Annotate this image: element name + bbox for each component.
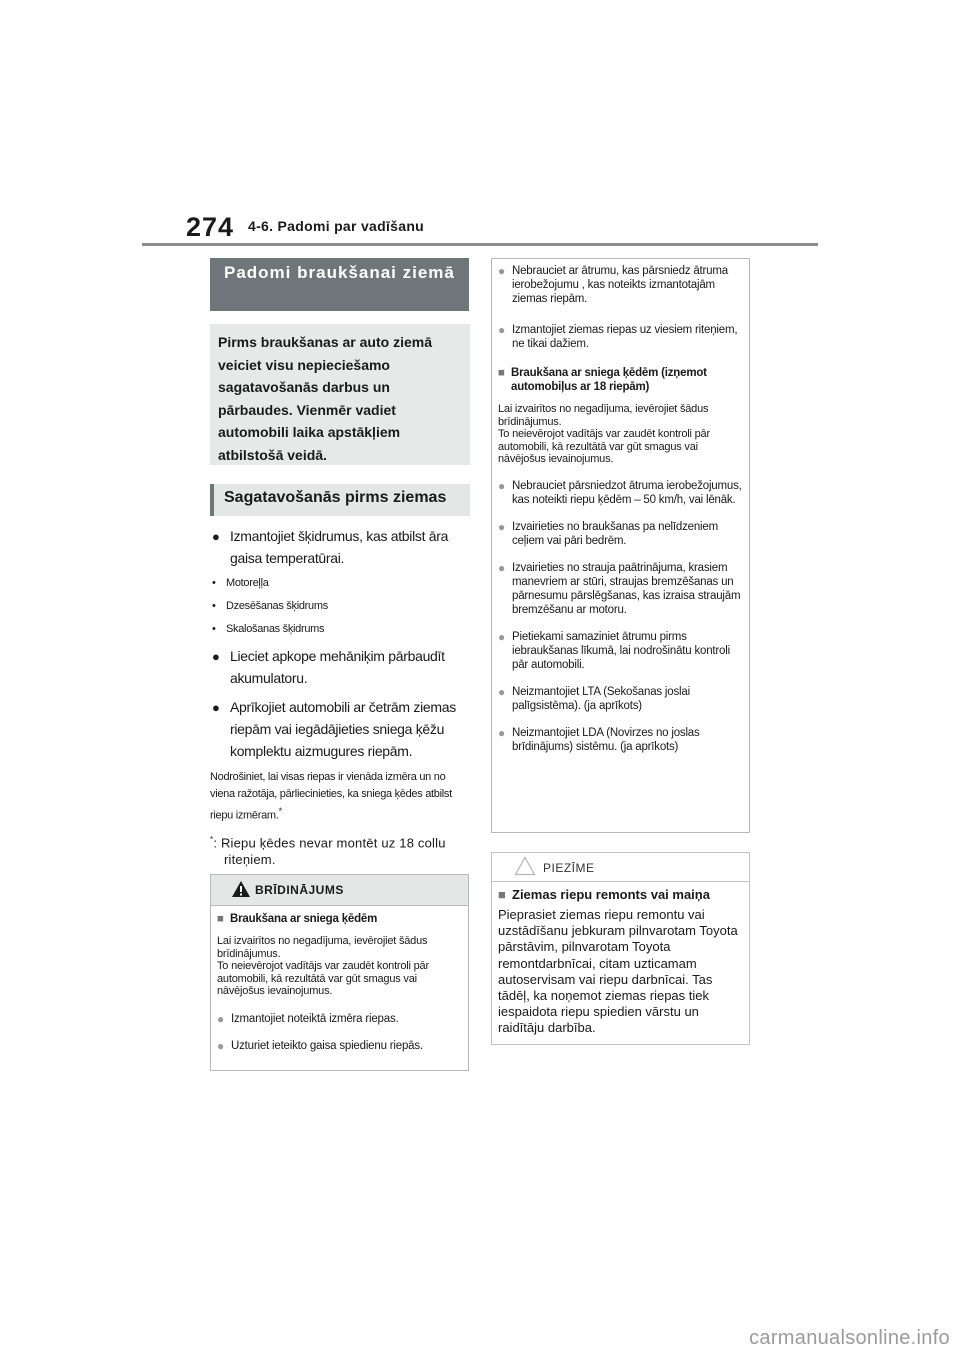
right-bullet: ● Izvairieties no braukšanas pa nelīdzeniem ceļiem vai pāri bedrēm. — [498, 519, 718, 547]
memo-box — [491, 852, 750, 1045]
memo-body — [492, 882, 749, 1037]
bullet-battery: ● Lieciet apkope mehāniķim pārbaudīt akumulatoru. — [212, 648, 445, 686]
footnote-star: * — [210, 834, 214, 844]
sub-item: • Motoreļļa — [212, 577, 269, 589]
bullet-icon: ● — [498, 684, 506, 699]
watermark: carmanualsonline.info — [749, 1327, 950, 1349]
prep-heading: Sagatavošanās pirms ziemas — [224, 489, 447, 506]
bullet-icon: ● — [498, 264, 506, 278]
bullet-fluids: ● Izmantojiet šķidrumus, kas atbilst āra gaisa temperatūrai. — [212, 528, 449, 566]
section-title: 4-6. Padomi par vadīšanu — [248, 218, 425, 234]
header-divider — [142, 243, 818, 246]
bullet-icon: ● — [212, 529, 220, 544]
page-number: 274 — [186, 212, 235, 242]
bullet-icon: ● — [498, 725, 506, 740]
sub-item: • Dzesēšanas šķidrums — [212, 600, 328, 612]
warning-continued-box — [491, 258, 750, 833]
bullet-icon: ● — [498, 323, 506, 337]
bullet-icon: ● — [212, 649, 220, 664]
left-column — [210, 525, 470, 868]
square-bullet-icon: ■ — [498, 887, 506, 902]
memo-label: PIEZĪME — [543, 861, 595, 875]
bullet-icon: • — [212, 623, 216, 635]
warning-header — [211, 875, 468, 906]
warning-bullet: ● Uzturiet ieteikto gaisa spiedienu riepās. — [217, 1038, 423, 1053]
memo-header — [492, 853, 749, 882]
intro-text: Pirms braukšanas ar auto ziemā veiciet visu nepieciešamo sagatavošanās darbus un pārbaudes. Vienmēr vadiet automobili laika apstākļiem atbilstošā veidā. — [218, 334, 432, 463]
bullet-icon: ● — [217, 1011, 225, 1026]
bullet-icon: • — [212, 600, 216, 612]
right-bullet: ● Pietiekami samaziniet ātrumu pirms iebraukšanas līkumā, lai nodrošinātu kontroli pār automobili. — [498, 629, 730, 671]
warning-heading: ■ Braukšana ar sniega ķēdēm — [217, 913, 378, 925]
right-bullet: ● Neizmantojiet LDA (Novirzes no joslas brīdinājums) sistēmu. (ja aprīkots) — [498, 725, 700, 753]
bullet-icon: ● — [498, 519, 506, 534]
bullet-icon: ● — [217, 1038, 225, 1053]
sub-item: • Skalošanas šķidrums — [212, 623, 325, 635]
footnote: *: Riepu ķēdes nevar montēt uz 18 collu riteņiem. — [210, 834, 446, 867]
intro-box — [210, 324, 470, 465]
right-text: Lai izvairītos no negadījuma, ievērojiet šādus brīdinājumus. To neievērojot vadītājs var zaudēt kontroli pār automobili, kā rezultātā var gūt smagus vai nāvējošus ievainojumus. — [498, 403, 710, 465]
notice-triangle-icon — [514, 856, 536, 876]
right-bullet: ● Nebrauciet pārsniedzot ātruma ierobežojumus, kas noteikti riepu ķēdēm – 50 km/h, vai lēnāk. — [498, 478, 742, 506]
square-bullet-icon: ■ — [498, 367, 505, 379]
prep-heading-box — [210, 484, 470, 516]
bullet-icon: ● — [498, 560, 506, 575]
warning-label: BRĪDINĀJUMS — [255, 883, 344, 897]
right-bullet: ● Izvairieties no strauja paātrinājuma, krasiem manevriem ar stūri, straujas bremzēšanas un pārnesumu pārslēgšanas, kas izraisa straujām bremzēšanu ar motoru. — [498, 560, 741, 616]
bullet-icon: ● — [212, 700, 220, 715]
warning-body — [211, 906, 468, 1053]
bullet-icon: • — [212, 577, 216, 589]
bullet-icon: ● — [498, 629, 506, 644]
warning-text: Lai izvairītos no negadījuma, ievērojiet šādus brīdinājumus. To neievērojot vadītājs var zaudēt kontroli pār automobili, kā rezultātā var gūt smagus vai nāvējošus ievainojumus. — [217, 935, 429, 997]
bullet-tires: ● Aprīkojiet automobili ar četrām ziemas riepām vai iegādājieties sniega ķēžu komplektu aizmugures riepām. — [212, 699, 456, 759]
chapter-title: Padomi braukšanai ziemā — [224, 263, 455, 282]
memo-heading: ■ Ziemas riepu remonts vai maiņa — [498, 887, 710, 902]
bullet-icon: ● — [498, 478, 506, 493]
warning-bullet: ● Izmantojiet noteiktā izmēra riepas. — [217, 1011, 399, 1026]
warning-triangle-icon — [231, 880, 251, 898]
right-bullet: ● Nebrauciet ar ātrumu, kas pārsniedz ātruma ierobežojumu , kas noteikts izmantotajām ziemas riepām. — [498, 264, 728, 305]
right-heading: ■ Braukšana ar sniega ķēdēm (izņemot automobiļus ar 18 riepām) — [498, 367, 707, 393]
right-bullet: ● Izmantojiet ziemas riepas uz viesiem riteņiem, ne tikai dažiem. — [498, 323, 738, 350]
chapter-title-box — [210, 258, 469, 311]
right-bullet: ● Neizmantojiet LTA (Sekošanas joslai palīgsistēma). (ja aprīkots) — [498, 684, 690, 712]
warning-box — [210, 874, 469, 1071]
footnote-star: * — [278, 806, 282, 816]
tire-note: Nodrošiniet, lai visas riepas ir vienāda izmēra un no viena ražotāja, pārliecinieties, ka sniega ķēdes atbilst riepu izmēram.* — [210, 771, 452, 822]
memo-text: Pieprasiet ziemas riepu remontu vai uzstādīšanu jebkuram pilnvarotam Toyota pārstāvim, pilnvarotam Toyota remontdarbnīcai, citam uzticamam autoservisam vai riepu darbnīcai. Tas tādēļ, ka noņemot ziemas riepas tiek iespaidota riepu spiedien vārstu un raidītāju darbība. — [498, 907, 738, 1036]
square-bullet-icon: ■ — [217, 913, 224, 925]
